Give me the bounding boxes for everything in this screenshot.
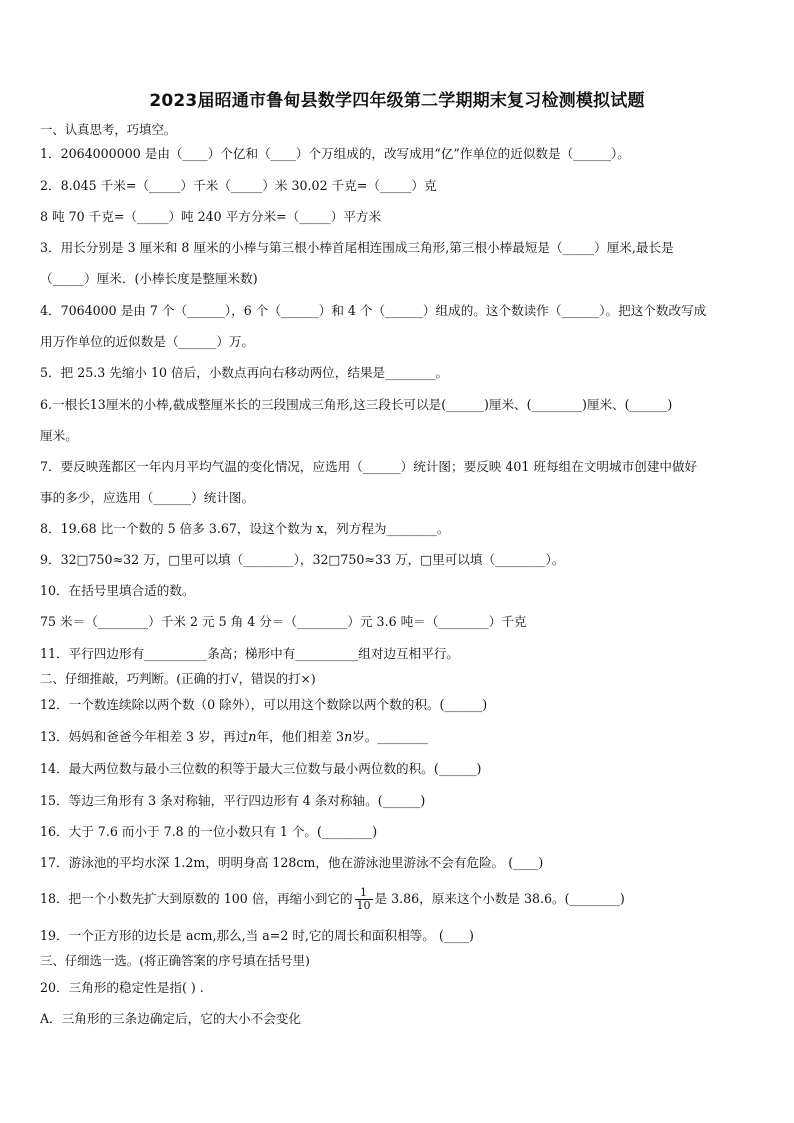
question-17: 17．游泳池的平均水深 1.2m，明明身高 128cm，他在游泳池里游泳不会有危险。 (____) [40, 855, 544, 870]
fraction-numerator: 1 [355, 887, 373, 900]
question-8: 8．19.68 比一个数的 5 倍多 3.67，设这个数为 x，列方程为________。 [40, 521, 450, 536]
variable-n: n [248, 729, 257, 744]
question-2-line-2: 8 吨 70 千克=（_____）吨 240 平方分米=（_____）平方米 [40, 209, 382, 224]
question-13-text-end: 岁。________ [352, 729, 428, 744]
question-18 [40, 883, 760, 915]
question-6-line-1: 6.一根长13厘米的小棒,截成整厘米长的三段围成三角形,这三段长可以是(______)厘米、(________)厘米、(______) [40, 397, 673, 412]
question-13 [40, 728, 760, 746]
question-7-line-1: 7．要反映莲都区一年内月平均气温的变化情况，应选用（______）统计图；要反映 401 班每组在文明城市创建中做好 [40, 459, 698, 474]
question-14: 14．最大两位数与最小三位数的积等于最大三位数与最小两位数的积。(______) [40, 761, 482, 776]
section-heading-1: 一、认真思考，巧填空。 [40, 122, 177, 137]
question-18-text-end: 是 3.86，原来这个小数是 38.6。(________) [374, 891, 625, 906]
question-20-option-a: A．三角形的三条边确定后，它的大小不会变化 [40, 1011, 301, 1026]
fraction-one-tenth [355, 887, 373, 912]
question-19: 19．一个正方形的边长是 acm,那么,当 a=2 时,它的周长和面积相等。 (____) [40, 928, 474, 943]
question-9: 9．32□750≈32 万，□里可以填（________），32□750≈33 万，□里可以填（________）。 [40, 552, 565, 567]
question-11: 11．平行四边形有__________条高；梯形中有__________组对边互相平行。 [40, 646, 460, 661]
question-10: 10．在括号里填合适的数。 [40, 583, 195, 598]
question-4-line-2: 用万作单位的近似数是（______）万。 [40, 334, 255, 349]
question-1: 1．2064000000 是由（____）个亿和（____）个万组成的，改写成用“亿”作单位的近似数是（______）。 [40, 146, 630, 161]
question-13-text-middle: 年，他们相差 3 [256, 729, 345, 744]
question-12: 12．一个数连续除以两个数（0 除外），可以用这个数除以两个数的积。(______) [40, 697, 488, 712]
page-title: 2023届昭通市鲁甸县数学四年级第二学期期末复习检测模拟试题 [149, 91, 645, 111]
section-heading-2: 二、仔细推敲，巧判断。(正确的打√，错误的打×) [40, 671, 316, 686]
fraction-denominator: 10 [356, 899, 371, 912]
question-2-line-1: 2．8.045 千米=（_____）千米（_____）米 30.02 千克=（_____）克 [40, 178, 437, 193]
question-7-line-2: 事的多少，应选用（______）统计图。 [40, 490, 255, 505]
question-10-items: 75 米＝（________）千米 2 元 5 角 4 分＝（________）元 3.6 吨＝（________）千克 [40, 614, 527, 629]
question-4-line-1: 4．7064000 是由 7 个（______），6 个（______）和 4 个（______）组成的。这个数读作（______）。把这个数改写成 [40, 303, 707, 318]
variable-n-second: n [344, 729, 353, 744]
question-13-text-start: 13．妈妈和爸爸今年相差 3 岁，再过 [40, 729, 249, 744]
question-3-line-1: 3．用长分别是 3 厘米和 8 厘米的小棒与第三根小棒首尾相连围成三角形,第三根小棒最短是（_____）厘米,最长是 [40, 240, 674, 255]
question-5: 5．把 25.3 先缩小 10 倍后，小数点再向右移动两位，结果是________。 [40, 365, 449, 380]
question-20: 20．三角形的稳定性是指( ) . [40, 980, 204, 995]
question-3-line-2: （_____）厘米．(小棒长度是整厘米数) [40, 271, 258, 286]
question-18-text-start: 18．把一个小数先扩大到原数的 100 倍，再缩小到它的 [40, 891, 353, 906]
question-16: 16．大于 7.6 而小于 7.8 的一位小数只有 1 个。(________) [40, 824, 378, 839]
section-heading-3: 三、仔细选一选。(将正确答案的序号填在括号里) [40, 953, 310, 968]
question-6-line-2: 厘米。 [40, 428, 78, 443]
question-15: 15．等边三角形有 3 条对称轴，平行四边形有 4 条对称轴。(______) [40, 793, 426, 808]
